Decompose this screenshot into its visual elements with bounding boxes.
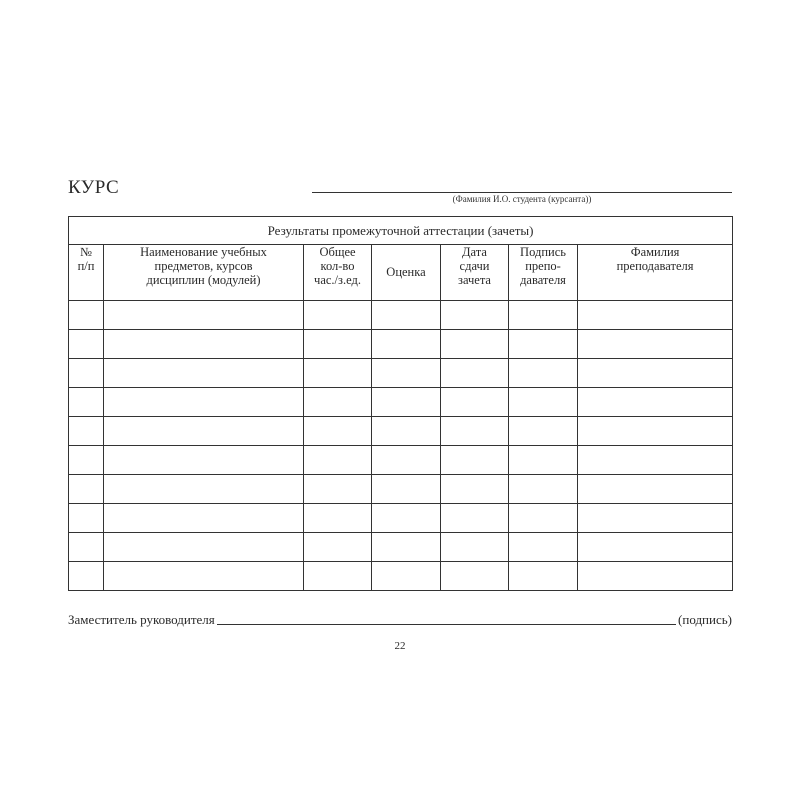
table-cell[interactable] <box>578 562 733 591</box>
deputy-signature-line <box>68 610 732 628</box>
table-cell[interactable] <box>509 330 578 359</box>
table-row <box>69 533 733 562</box>
table-row <box>69 359 733 388</box>
column-header-number: № п/п <box>69 245 104 301</box>
table-cell[interactable] <box>578 330 733 359</box>
table-cell[interactable] <box>372 562 441 591</box>
signature-label: (подпись) <box>678 612 732 627</box>
table-cell[interactable] <box>441 562 509 591</box>
student-name-line <box>312 192 732 193</box>
column-header-date: Дата сдачи зачета <box>441 245 509 301</box>
table-row <box>69 562 733 591</box>
table-cell[interactable] <box>304 504 372 533</box>
table-cell[interactable] <box>441 446 509 475</box>
table-cell[interactable] <box>509 388 578 417</box>
table-cell[interactable] <box>441 330 509 359</box>
table-cell[interactable] <box>304 417 372 446</box>
table-cell[interactable] <box>578 417 733 446</box>
table-cell[interactable] <box>578 504 733 533</box>
table-cell[interactable] <box>372 475 441 504</box>
table-cell[interactable] <box>304 475 372 504</box>
table-cell[interactable] <box>441 301 509 330</box>
table-cell[interactable] <box>69 301 104 330</box>
table-cell[interactable] <box>578 359 733 388</box>
table-cell[interactable] <box>104 359 304 388</box>
table-cell[interactable] <box>578 446 733 475</box>
table-cell[interactable] <box>69 446 104 475</box>
table-cell[interactable] <box>304 388 372 417</box>
table-cell[interactable] <box>104 417 304 446</box>
table-cell[interactable] <box>509 446 578 475</box>
course-label: КУРС <box>68 177 120 198</box>
table-cell[interactable] <box>104 504 304 533</box>
table-cell[interactable] <box>104 330 304 359</box>
table-cell[interactable] <box>372 301 441 330</box>
table-cell[interactable] <box>104 388 304 417</box>
page-number: 22 <box>394 640 406 652</box>
column-header-teacher-signature: Подпись препо- давателя <box>509 245 578 301</box>
table-cell[interactable] <box>104 475 304 504</box>
table-row <box>69 330 733 359</box>
table-cell[interactable] <box>509 301 578 330</box>
table-cell[interactable] <box>578 301 733 330</box>
table-cell[interactable] <box>578 533 733 562</box>
table-row <box>69 446 733 475</box>
column-header-grade: Оценка <box>372 245 441 301</box>
deputy-underline <box>217 624 676 625</box>
table-cell[interactable] <box>509 533 578 562</box>
table-row <box>69 388 733 417</box>
table-cell[interactable] <box>104 301 304 330</box>
table-cell[interactable] <box>304 359 372 388</box>
table-cell[interactable] <box>104 533 304 562</box>
table-cell[interactable] <box>441 533 509 562</box>
table-cell[interactable] <box>578 388 733 417</box>
table-cell[interactable] <box>69 359 104 388</box>
table-cell[interactable] <box>509 562 578 591</box>
table-cell[interactable] <box>304 330 372 359</box>
table-cell[interactable] <box>509 417 578 446</box>
column-header-subject: Наименование учебных предметов, курсов дисциплин (модулей) <box>104 245 304 301</box>
table-cell[interactable] <box>441 388 509 417</box>
table-row <box>69 301 733 330</box>
table-cell[interactable] <box>304 301 372 330</box>
table-cell[interactable] <box>69 504 104 533</box>
table-row <box>69 475 733 504</box>
table-cell[interactable] <box>509 504 578 533</box>
table-cell[interactable] <box>69 475 104 504</box>
table-cell[interactable] <box>372 446 441 475</box>
table-cell[interactable] <box>304 562 372 591</box>
table-cell[interactable] <box>578 475 733 504</box>
column-header-hours: Общее кол-во час./з.ед. <box>304 245 372 301</box>
student-name-caption: (Фамилия И.О. студента (курсанта)) <box>452 194 592 204</box>
table-cell[interactable] <box>372 388 441 417</box>
table-cell[interactable] <box>441 359 509 388</box>
table-cell[interactable] <box>509 359 578 388</box>
attestation-results-table <box>68 216 733 591</box>
table-cell[interactable] <box>372 533 441 562</box>
table-cell[interactable] <box>104 446 304 475</box>
table-cell[interactable] <box>441 417 509 446</box>
table-cell[interactable] <box>372 417 441 446</box>
table-cell[interactable] <box>304 446 372 475</box>
table-cell[interactable] <box>104 562 304 591</box>
table-row <box>69 417 733 446</box>
table-cell[interactable] <box>304 533 372 562</box>
table-cell[interactable] <box>441 475 509 504</box>
table-cell[interactable] <box>69 330 104 359</box>
table-cell[interactable] <box>69 388 104 417</box>
table-cell[interactable] <box>69 417 104 446</box>
table-body <box>69 301 733 591</box>
table-cell[interactable] <box>509 475 578 504</box>
table-row <box>69 504 733 533</box>
column-header-teacher-name: Фамилия преподавателя <box>578 245 733 301</box>
table-cell[interactable] <box>372 504 441 533</box>
table-cell[interactable] <box>69 533 104 562</box>
table-title: Результаты промежуточной аттестации (зачеты) <box>69 217 733 245</box>
table-cell[interactable] <box>372 359 441 388</box>
table-cell[interactable] <box>441 504 509 533</box>
deputy-label: Заместитель руководителя <box>68 612 215 627</box>
table-cell[interactable] <box>69 562 104 591</box>
table-cell[interactable] <box>372 330 441 359</box>
